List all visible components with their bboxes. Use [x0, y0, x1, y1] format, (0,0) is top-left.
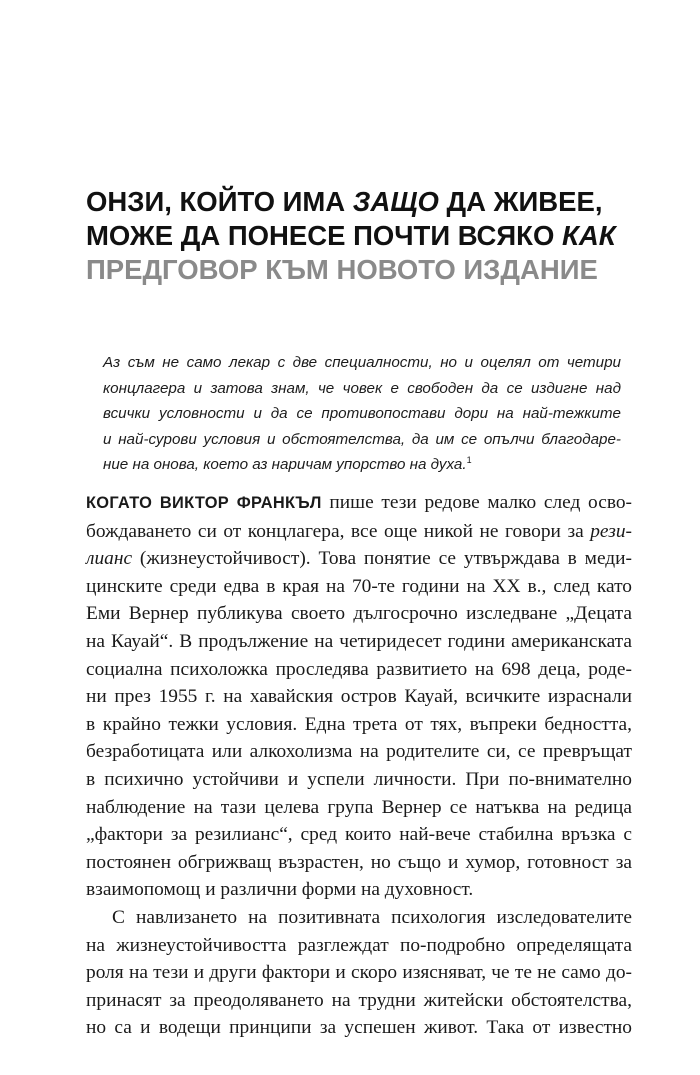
epigraph-line: ние на онова, което аз наричам упорство на духа.$^1$: [103, 454, 472, 473]
body-line: бождаването си от концлагера, все още никой не говори за рези-: [86, 520, 632, 542]
body-line: лианс (жизнеустойчивост). Това понятие се утвърждава в меди-: [86, 548, 632, 570]
italic-term: лианс: [86, 548, 133, 570]
title-emphasis-how: КАК: [562, 220, 616, 251]
epigraph-line: концлагера и затова знам, че човек е свободен да се издигне над: [103, 379, 621, 397]
body-line: на жизнеустойчивостта разглеждат по-подробно определящата: [86, 934, 632, 956]
body-line: цинските среди едва в края на 70-те години на ХХ в., след като: [86, 575, 632, 597]
body-line: наблюдение на тази целева група Вернер се натъква на редица: [86, 796, 632, 818]
body-line: но са и водещи принципи за успешен живот. Така от известно: [86, 1017, 632, 1039]
body-line: в психично устойчиви и успели личности. При по-внимателно: [86, 768, 632, 790]
title-emphasis-why: ЗАЩО: [352, 186, 439, 217]
footnote-marker: 1: [466, 454, 472, 465]
title-line-1: ОНЗИ, КОЙТО ИМА ЗАЩО ДА ЖИВЕЕ,: [86, 186, 603, 217]
body-text: [86, 489, 632, 1042]
body-line: принасят за преодоляването на трудни житейски обстоятелства,: [86, 989, 632, 1011]
epigraph-line: Аз съм не само лекар с две специалности, но и оцелял от четири: [103, 354, 621, 371]
body-line: Еми Вернер публикува своето дългосрочно изследване „Децата: [86, 603, 632, 625]
epigraph-line: и най-сурови условия и обстоятелства, да им се опълчи благодаре-: [103, 430, 621, 448]
body-line: роля на тези и други фактори и скоро изясняват, че те не само до-: [86, 962, 632, 984]
body-line: постоянен обгрижващ възрастен, но също и хумор, готовност за: [86, 851, 632, 873]
body-line: ни през 1955 г. на хавайския остров Кауай, всичките израснали: [86, 686, 632, 708]
body-line: „фактори за резилианс“, сред които най-вече стабилна връзка с: [86, 824, 632, 846]
italic-term: рези-: [590, 520, 632, 542]
epigraph-line: всички условности и да се противопостави дори на най-тежките: [103, 405, 621, 422]
lead-in-caps: КОГАТО ВИКТОР ФРАНКЪЛ: [86, 494, 322, 512]
body-line: С навлизането на позитивната психология изследователите: [112, 906, 632, 928]
chapter-subtitle: ПРЕДГОВОР КЪМ НОВОТО ИЗДАНИЕ: [86, 254, 598, 285]
body-line: на Кауай“. В продължение на четиридесет години американската: [86, 630, 632, 652]
epigraph-quote: [103, 350, 621, 478]
body-line: взаимопомощ и различни форми на духовност.: [86, 879, 474, 901]
title-line-2: МОЖЕ ДА ПОНЕСЕ ПОЧТИ ВСЯКО КАК: [86, 220, 616, 251]
body-line: КОГАТО ВИКТОР ФРАНКЪЛ пише тези редове малко след осво-: [86, 492, 633, 513]
body-line: безработицата или алкохолизма на родителите си, се превръщат: [86, 741, 632, 763]
body-line: социална психоложка проследява развитието на 698 деца, роде-: [86, 658, 632, 680]
chapter-title: [86, 185, 646, 287]
body-line: в крайно тежки условия. Една трета от тях, въпреки бедността,: [86, 713, 632, 735]
